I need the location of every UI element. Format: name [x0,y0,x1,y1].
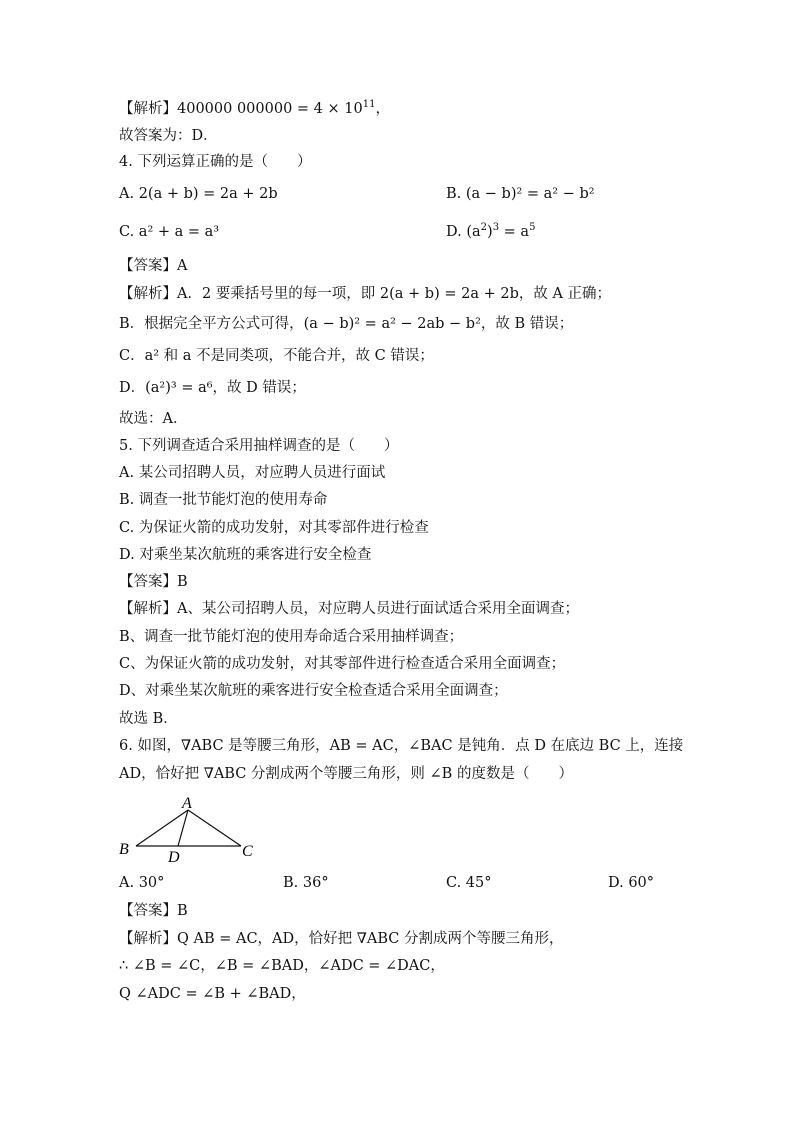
explanation-5-2: B、调查一批节能灯泡的使用寿命适合采用抽样调查； [119,629,464,645]
side-ab [136,810,188,846]
explanation-4-5: 故选：A． [119,411,188,427]
question-6-line-2: AD，恰好把 ∇ABC 分割成两个等腰三角形，则 ∠B 的度数是（ ） [119,766,573,782]
label-d: D [168,849,180,866]
q4d-sup5: 5 [529,222,536,233]
q4-option-d [446,222,535,242]
explanation-6-2: ∴ ∠B = ∠C，∠B = ∠BAD，∠ADC = ∠DAC， [119,958,445,974]
q5-option-a: A. 某公司招聘人员，对应聘人员进行面试 [119,465,386,481]
question-5: 5. 下列调查适合采用抽样调查的是（ ） [119,438,399,454]
q4-option-c: C. a² + a = a³ [119,224,220,240]
explanation-4-4: D．(a²)³ = a⁶，故 D 错误； [119,380,306,396]
explanation-5-1: 【解析】A、某公司招聘人员，对应聘人员进行面试适合采用全面调查； [119,601,579,617]
question-4: 4. 下列运算正确的是（ ） [119,154,312,170]
comma: ， [375,101,390,117]
answer-line: 故答案为：D． [119,128,218,144]
label-a: A [182,795,192,812]
explanation-4-3: C．a² 和 a 不是同类项，不能合并，故 C 错误； [119,348,434,364]
explanation-5-4: D、对乘坐某次航班的乘客进行安全检查适合采用全面调查； [119,683,508,699]
explanation-5-5: 故选 B． [119,711,178,727]
q6-option-b: B. 36° [283,875,329,891]
answer-4: 【答案】A [119,258,188,274]
analysis-text: 【解析】400000 000000 = 4 × 10 [119,101,363,117]
q4-option-a: A. 2(a + b) = 2a + 2b [119,186,278,202]
answer-6: 【答案】B [119,903,188,919]
q5-option-b: B. 调查一批节能灯泡的使用寿命 [119,492,328,508]
explanation-5-3: C、为保证火箭的成功发射，对其零部件进行检查适合采用全面调查； [119,656,566,672]
q5-option-d: D. 对乘坐某次航班的乘客进行安全检查 [119,547,372,563]
q5-option-c: C. 为保证火箭的成功发射，对其零部件进行检查 [119,520,429,536]
question-6-line-1: 6. 如图，∇ABC 是等腰三角形，AB = AC，∠BAC 是钝角．点 D 在底边 BC 上，连接 [119,738,684,754]
q4d-sup3: 3 [492,222,500,233]
explanation-4-1: 【解析】A．2 要乘括号里的每一项，即 2(a + b) = 2a + 2b，故 A 正确； [119,286,612,302]
q6-option-d: D. 60° [608,875,655,891]
q6-option-a: A. 30° [119,875,165,891]
answer-5: 【答案】B [119,574,188,590]
triangle-figure [116,790,266,870]
side-ac [188,810,241,846]
q6-option-c: C. 45° [446,875,492,891]
label-c: C [242,843,253,860]
explanation-6-3: Q ∠ADC = ∠B + ∠BAD， [119,986,306,1002]
q4d-pre: D. (a [446,224,481,240]
explanation-6-1: 【解析】Q AB = AC，AD，恰好把 ∇ABC 分割成两个等腰三角形， [119,931,564,947]
explanation-4-2: B．根据完全平方公式可得，(a − b)² = a² − 2ab − b²，故 B 错误； [119,316,574,332]
label-b: B [119,841,129,858]
q4d-post: = a [499,224,530,240]
q4-option-b: B. (a − b)² = a² − b² [446,186,595,202]
q4d-sup2: 2 [480,222,488,233]
exponent: 11 [362,99,376,110]
q4d-mid: ) [487,224,493,240]
analysis-line-1 [119,99,390,119]
